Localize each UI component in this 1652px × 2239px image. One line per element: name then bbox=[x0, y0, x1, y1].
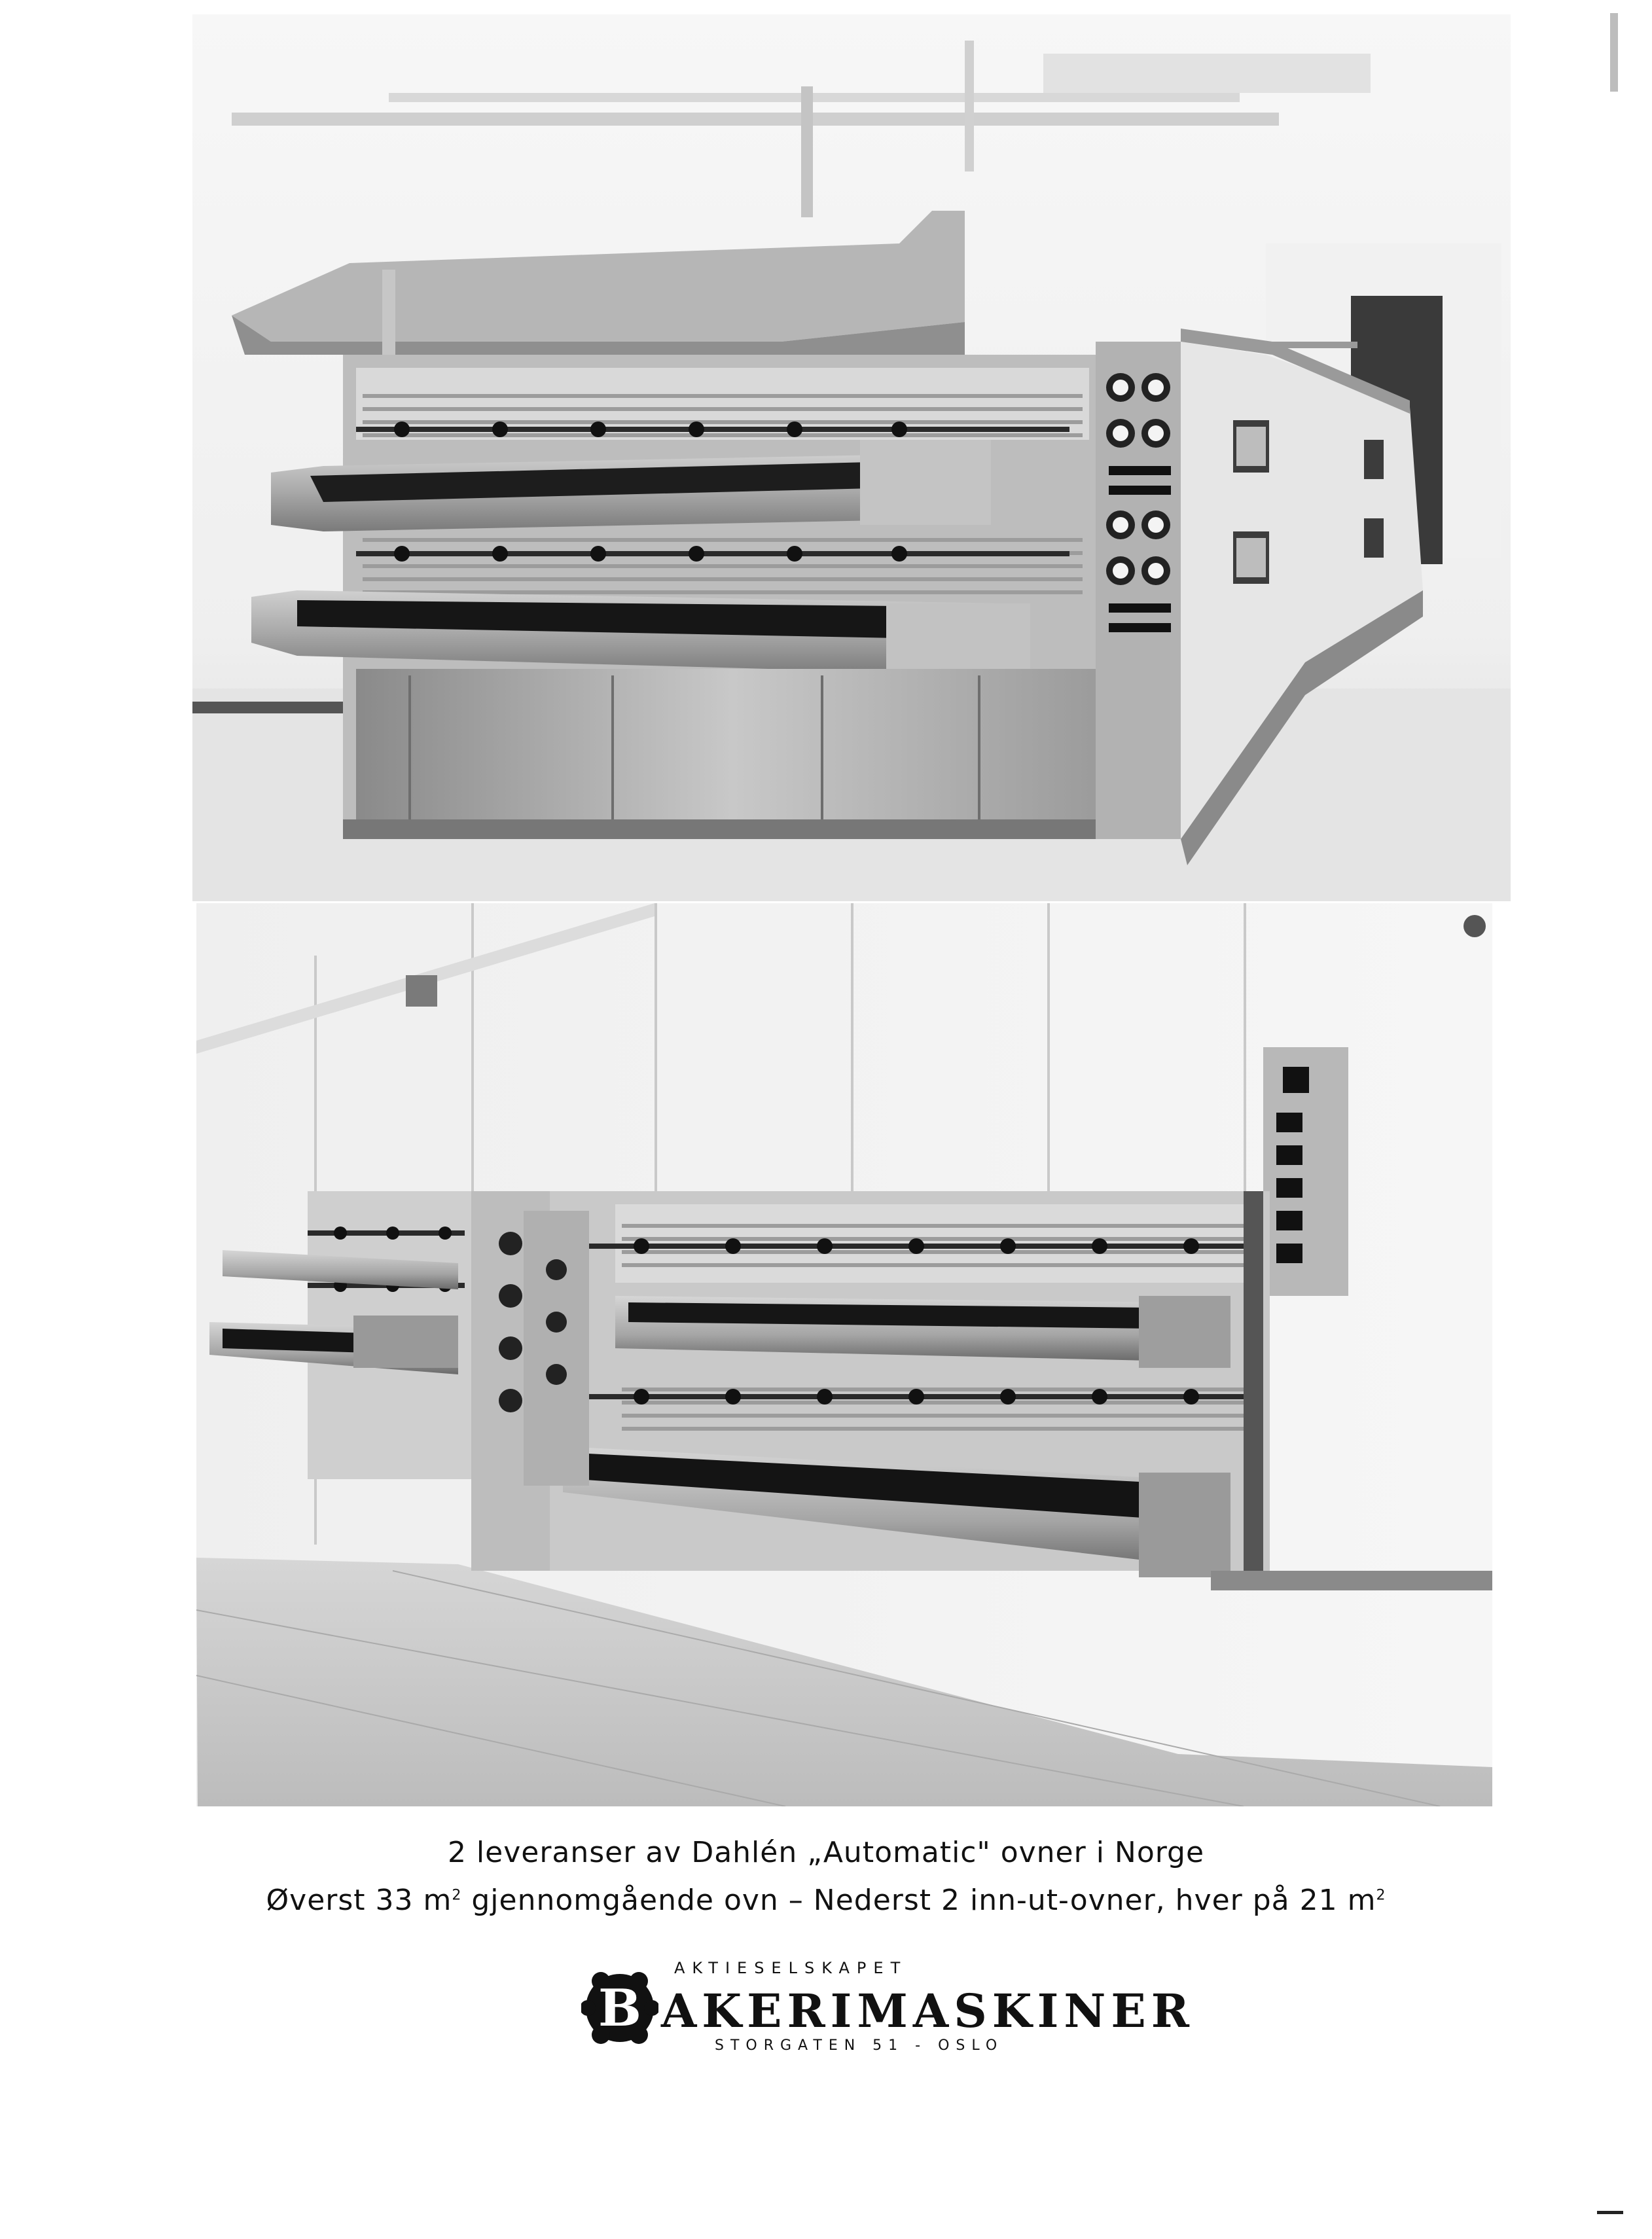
screw-mark-icon bbox=[1463, 915, 1486, 937]
caption-superscript-2: 2 bbox=[1376, 1887, 1386, 1904]
logo-b-mark-icon bbox=[581, 1965, 658, 2051]
dash-mark-icon bbox=[1597, 2211, 1623, 2214]
logo-mark-letter: B bbox=[598, 1979, 641, 2038]
caption-superscript-1: 2 bbox=[452, 1887, 462, 1904]
logo-company-name: AKERIMASKINER bbox=[661, 1984, 1194, 2038]
caption-line-1: 2 leveranser av Dahlén „Automatic" ovner i Norge bbox=[447, 1836, 1205, 1869]
corner-mark-icon bbox=[1610, 13, 1618, 92]
caption-line-2-part-a: Øverst 33 m bbox=[266, 1884, 452, 1917]
company-logo bbox=[576, 1954, 1194, 2065]
logo-address: STORGATEN 51 - OSLO bbox=[715, 2037, 1004, 2054]
caption-line-2 bbox=[0, 1884, 1652, 1917]
caption-line-2-part-b: gjennomgående ovn – Nederst 2 inn-ut-ovner, hver på 21 m bbox=[461, 1884, 1376, 1917]
bottom-ovens-photo bbox=[196, 903, 1492, 1806]
logo-top-line: AKTIESELSKAPET bbox=[674, 1959, 908, 1977]
top-oven-photo bbox=[192, 14, 1511, 901]
